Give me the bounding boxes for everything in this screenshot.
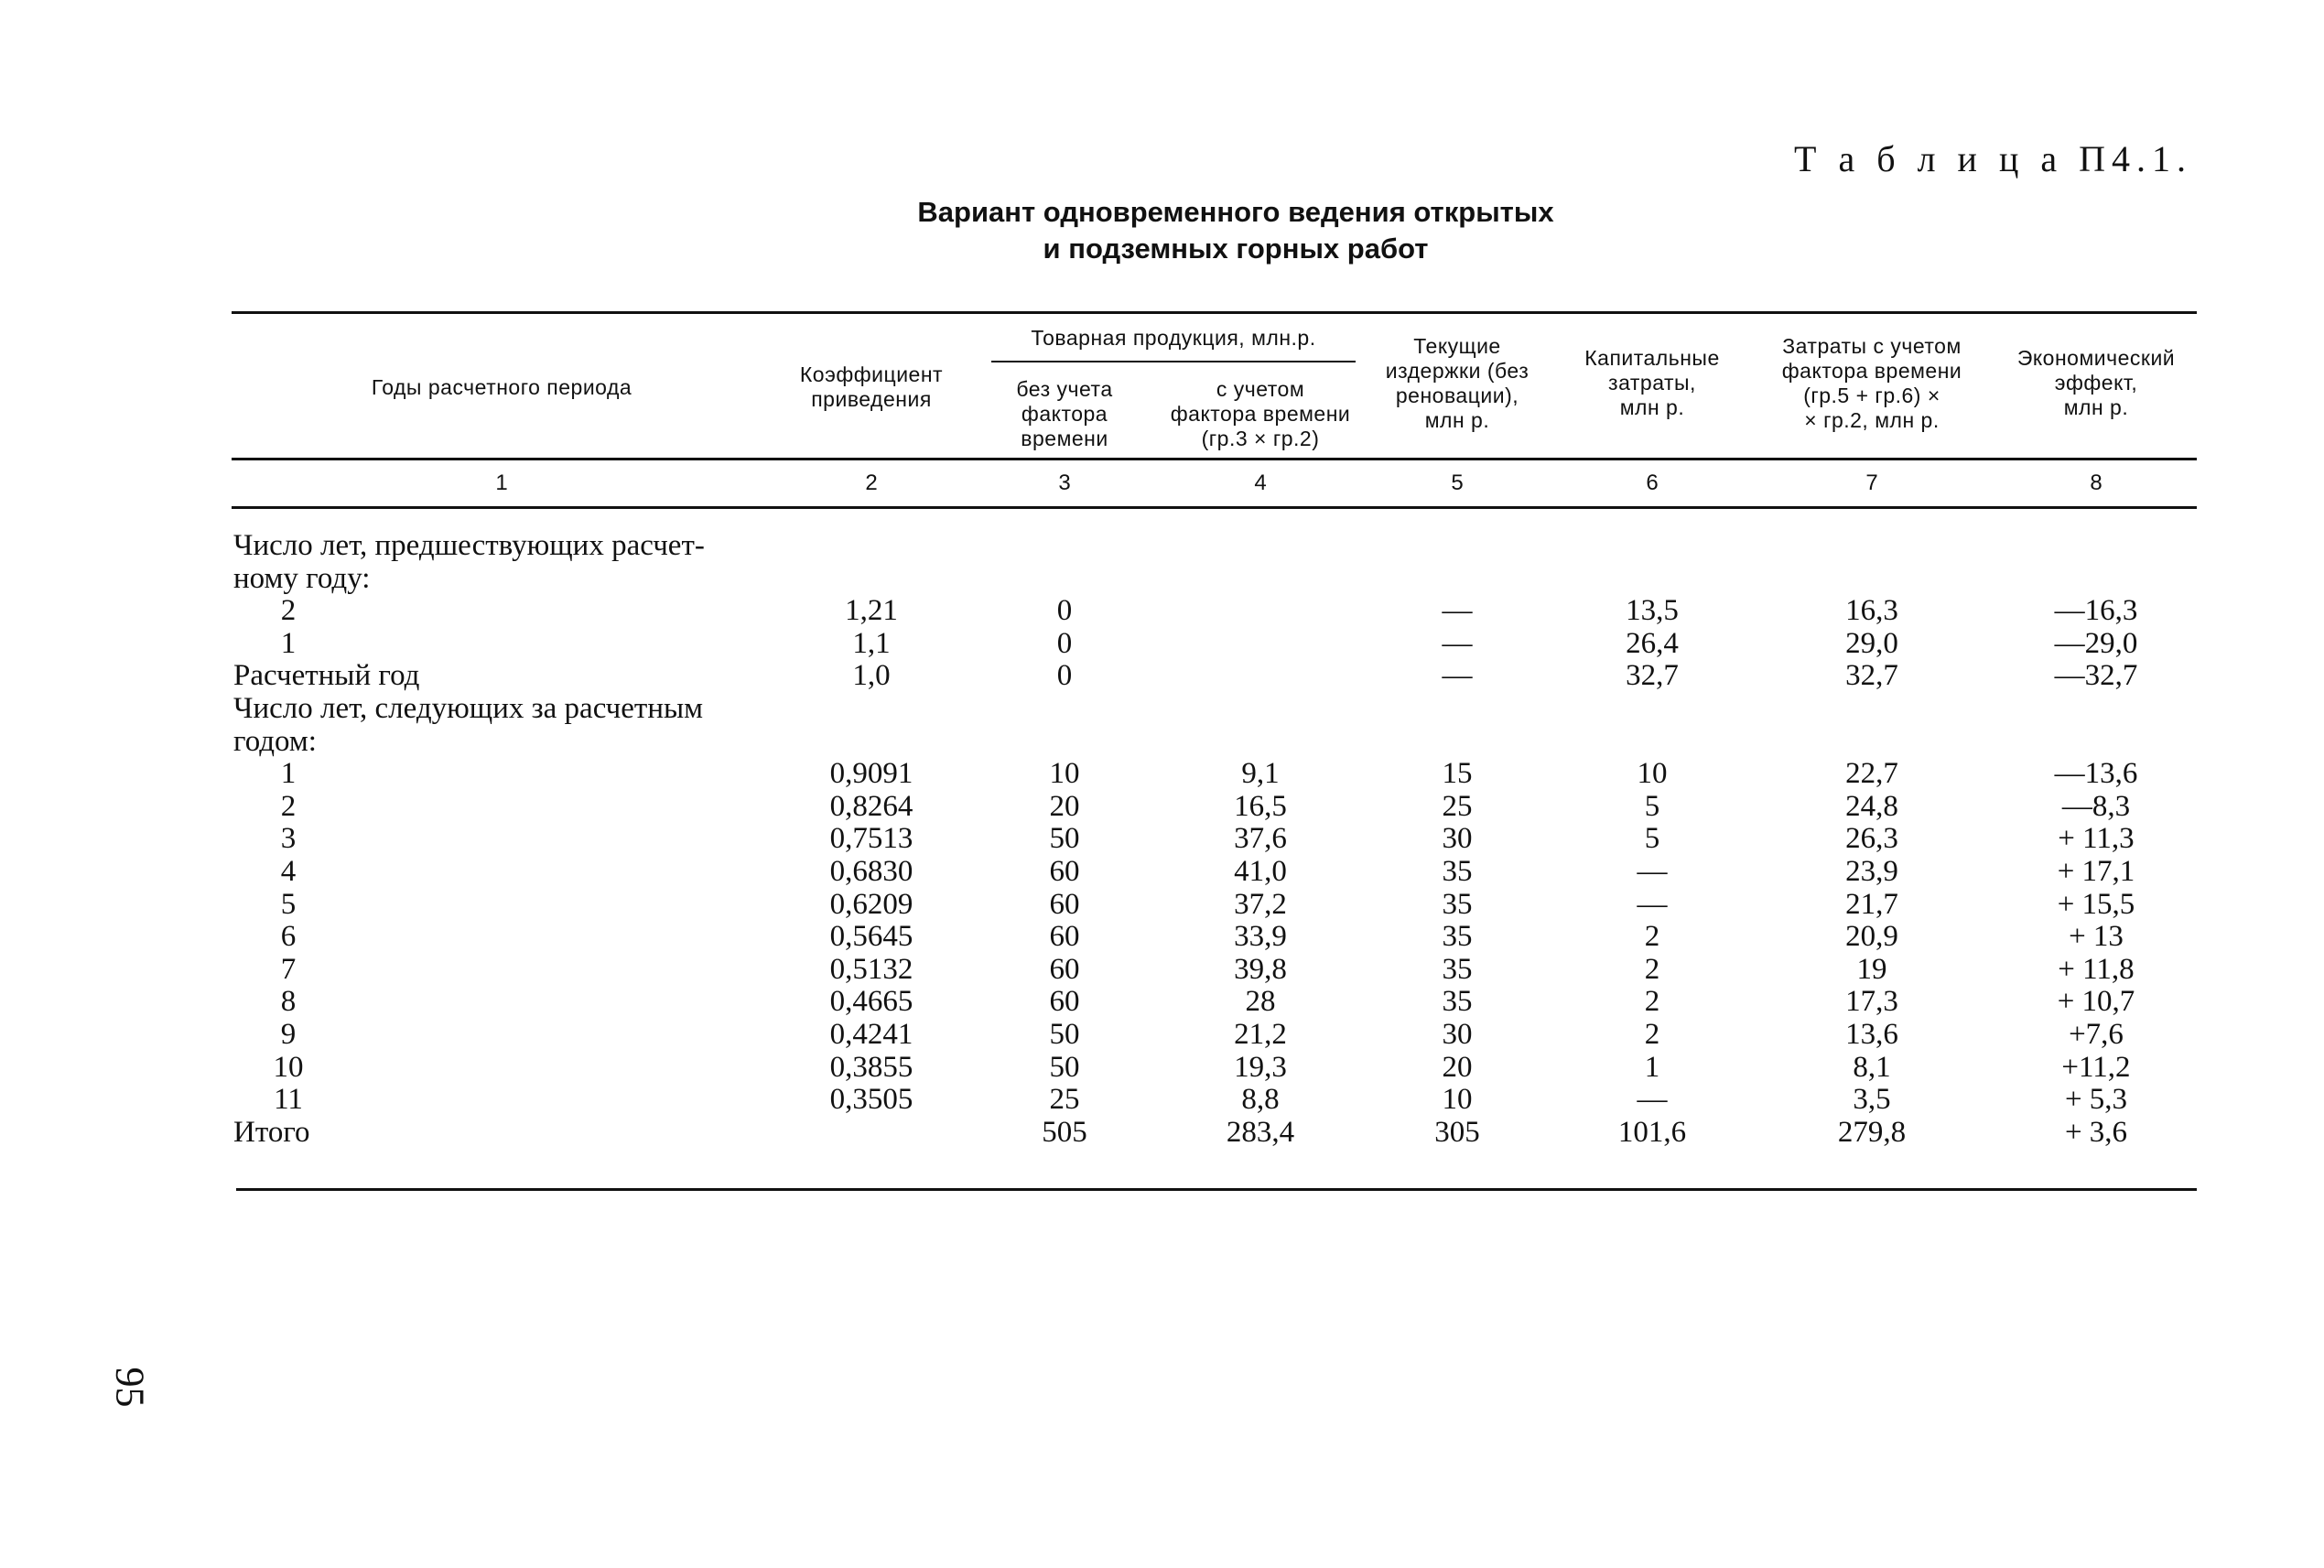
cell-col-8: —16,3 <box>2054 594 2138 628</box>
header-costs-line: Затраты с учетом <box>1782 334 1962 358</box>
cell-col-8: —8,3 <box>2061 789 2131 823</box>
cell-col-7: 22,7 <box>1845 757 1898 791</box>
title-line-2: и подземных горных работ <box>1043 232 1429 265</box>
year-index: 6 <box>280 920 297 954</box>
header-costs <box>1748 334 1995 433</box>
header-no-time <box>987 377 1142 451</box>
header-years-line: Годы расчетного периода <box>371 375 632 399</box>
column-number: 2 <box>865 470 878 495</box>
cell-col-3: 60 <box>1049 952 1080 986</box>
cell-col-3: 0 <box>1056 659 1073 693</box>
cell-col-2: 0,9091 <box>829 757 913 791</box>
cell-col-2: 0,5645 <box>829 920 913 954</box>
cell-col-4: 21,2 <box>1234 1018 1287 1051</box>
cell-col-4: 39,8 <box>1234 952 1287 986</box>
cell-col-2: 1,21 <box>845 594 898 628</box>
year-index: 8 <box>280 985 297 1019</box>
column-number: 7 <box>1865 470 1878 495</box>
header-years <box>245 375 758 400</box>
header-capital-line: затраты, <box>1608 371 1696 395</box>
header-product-group <box>990 326 1357 351</box>
cell-col-6: 5 <box>1644 822 1660 856</box>
header-with-time-line: с учетом <box>1216 377 1305 401</box>
cell-col-8: + 15,5 <box>2057 887 2135 921</box>
cell-col-4: 8,8 <box>1241 1083 1280 1117</box>
cell-col-6: 1 <box>1644 1050 1660 1084</box>
header-with-time-line: фактора времени <box>1170 402 1351 426</box>
cell-col-2: 0,8264 <box>829 789 913 823</box>
section-label-after-cont: годом: <box>233 724 317 758</box>
cell-col-7: 16,3 <box>1845 594 1898 628</box>
cell-col-5: — <box>1442 626 1473 660</box>
cell-col-5: — <box>1442 659 1473 693</box>
cell-col-8: +7,6 <box>2069 1018 2124 1051</box>
cell-col-8: + 11,3 <box>2058 822 2135 856</box>
cell-col-7: 13,6 <box>1845 1018 1898 1051</box>
cell-col-6: 2 <box>1644 1018 1660 1051</box>
cell-col-6: — <box>1637 855 1668 888</box>
column-number: 4 <box>1254 470 1267 495</box>
cell-col-3: 60 <box>1049 855 1080 888</box>
cell-col-8: + 17,1 <box>2057 855 2135 888</box>
cell-col-5: 10 <box>1442 1083 1473 1117</box>
header-costs-line: × гр.2, млн р. <box>1804 408 1940 432</box>
cell-col-4: 41,0 <box>1234 855 1287 888</box>
cell-col-6: 101,6 <box>1617 1115 1687 1149</box>
cell-col-4: 37,2 <box>1234 887 1287 921</box>
cell-col-6: 2 <box>1644 985 1660 1019</box>
cell-col-3: 50 <box>1049 1050 1080 1084</box>
cell-col-3: 505 <box>1042 1115 1087 1149</box>
cell-col-7: 3,5 <box>1853 1083 1891 1117</box>
cell-col-4: 37,6 <box>1234 822 1287 856</box>
cell-col-7: 19 <box>1856 952 1887 986</box>
cell-col-7: 8,1 <box>1853 1050 1891 1084</box>
year-index: 2 <box>280 594 297 628</box>
cell-col-7: 29,0 <box>1845 626 1898 660</box>
section-label-before-cont: ному году: <box>233 561 371 595</box>
product-group-rule <box>991 361 1356 362</box>
cell-col-6: — <box>1637 1083 1668 1117</box>
cell-col-7: 24,8 <box>1845 789 1898 823</box>
header-coef-line: приведения <box>811 387 932 411</box>
cell-col-2: 0,5132 <box>829 952 913 986</box>
cell-col-6: 10 <box>1637 757 1668 791</box>
cell-col-3: 60 <box>1049 985 1080 1019</box>
header-current-line: издержки (без <box>1385 359 1530 383</box>
colnum-bottom-rule <box>232 506 2197 509</box>
cell-col-3: 0 <box>1056 626 1073 660</box>
header-coef-line: Коэффициент <box>799 362 944 386</box>
column-number: 6 <box>1646 470 1659 495</box>
header-capital-line: млн р. <box>1619 395 1685 419</box>
cell-col-8: —32,7 <box>2054 659 2138 693</box>
cell-col-6: 2 <box>1644 920 1660 954</box>
cell-col-6: 26,4 <box>1626 626 1679 660</box>
cell-col-2: 0,3505 <box>829 1083 913 1117</box>
cell-col-5: 35 <box>1442 887 1473 921</box>
cell-col-4: 9,1 <box>1241 757 1280 791</box>
section-label-before: Число лет, предшествующих расчет- <box>233 529 705 562</box>
cell-col-5: 30 <box>1442 822 1473 856</box>
cell-col-2: 1,1 <box>852 626 891 660</box>
total-label: Итого <box>233 1115 310 1149</box>
cell-col-2: 0,6209 <box>829 887 913 921</box>
table-top-rule <box>232 311 2197 314</box>
cell-col-4: 16,5 <box>1234 789 1287 823</box>
header-with-time-line: (гр.3 × гр.2) <box>1201 427 1320 450</box>
cell-col-3: 10 <box>1049 757 1080 791</box>
cell-col-4: 19,3 <box>1234 1050 1287 1084</box>
year-index: 10 <box>273 1050 304 1084</box>
header-current-line: реновации), <box>1395 384 1519 407</box>
header-product-group-line: Товарная продукция, млн.р. <box>1031 326 1316 350</box>
cell-col-2: 0,6830 <box>829 855 913 888</box>
cell-col-5: 305 <box>1434 1115 1480 1149</box>
cell-col-3: 60 <box>1049 920 1080 954</box>
cell-col-8: +11,2 <box>2061 1050 2131 1084</box>
table-bottom-rule <box>236 1188 2197 1191</box>
header-effect-line: Экономический <box>2016 346 2176 370</box>
cell-col-4: 33,9 <box>1234 920 1287 954</box>
cell-col-8: + 10,7 <box>2057 985 2135 1019</box>
cell-col-2: 0,3855 <box>829 1050 913 1084</box>
cell-col-3: 50 <box>1049 1018 1080 1051</box>
cell-col-6: 13,5 <box>1626 594 1679 628</box>
cell-col-3: 20 <box>1049 789 1080 823</box>
cell-col-2: 0,4665 <box>829 985 913 1019</box>
header-costs-line: фактора времени <box>1781 359 1962 383</box>
header-bottom-rule <box>232 458 2197 460</box>
header-current <box>1361 334 1553 433</box>
header-coef <box>762 362 981 412</box>
cell-col-5: 30 <box>1442 1018 1473 1051</box>
cell-col-8: + 5,3 <box>2064 1083 2128 1117</box>
header-no-time-line: фактора <box>1021 402 1108 426</box>
cell-col-5: — <box>1442 594 1473 628</box>
cell-col-6: — <box>1637 887 1668 921</box>
cell-col-5: 25 <box>1442 789 1473 823</box>
cell-col-2: 1,0 <box>852 659 891 693</box>
cell-col-3: 60 <box>1049 887 1080 921</box>
header-capital-line: Капитальные <box>1584 346 1720 370</box>
cell-col-6: 32,7 <box>1626 659 1679 693</box>
cell-col-4: 28 <box>1245 985 1276 1019</box>
cell-col-6: 2 <box>1644 952 1660 986</box>
page-number: 95 <box>107 1367 153 1408</box>
header-no-time-line: без учета <box>1016 377 1113 401</box>
title-line-1: Вариант одновременного ведения открытых <box>917 196 1554 228</box>
year-index: 9 <box>280 1018 297 1051</box>
cell-col-8: + 13 <box>2069 920 2124 954</box>
header-with-time <box>1146 377 1375 451</box>
column-number: 8 <box>2090 470 2102 495</box>
year-index: 5 <box>280 887 297 921</box>
cell-col-3: 0 <box>1056 594 1073 628</box>
cell-col-8: —13,6 <box>2054 757 2138 791</box>
table-label: Т а б л и ц а П4.1. <box>1794 138 2192 179</box>
cell-col-4: 283,4 <box>1226 1115 1295 1149</box>
year-index: 7 <box>280 952 297 986</box>
cell-col-6: 5 <box>1644 789 1660 823</box>
year-index: 4 <box>280 855 297 888</box>
year-index: 2 <box>280 789 297 823</box>
cell-col-5: 35 <box>1442 952 1473 986</box>
column-number: 5 <box>1451 470 1464 495</box>
year-index: 1 <box>280 626 297 660</box>
cell-col-2: 0,4241 <box>829 1018 913 1051</box>
year-index: 11 <box>274 1083 303 1117</box>
cell-col-5: 35 <box>1442 920 1473 954</box>
header-current-line: млн р. <box>1424 408 1490 432</box>
cell-col-7: 21,7 <box>1845 887 1898 921</box>
year-index: 1 <box>280 757 297 791</box>
cell-col-8: + 3,6 <box>2064 1115 2128 1149</box>
cell-col-7: 26,3 <box>1845 822 1898 856</box>
cell-col-8: —29,0 <box>2054 626 2138 660</box>
header-current-line: Текущие <box>1413 334 1501 358</box>
column-number: 1 <box>495 470 508 495</box>
calc-year-label: Расчетный год <box>233 659 420 693</box>
cell-col-7: 23,9 <box>1845 855 1898 888</box>
cell-col-7: 20,9 <box>1845 920 1898 954</box>
cell-col-7: 32,7 <box>1845 659 1898 693</box>
header-effect-line: млн р. <box>2063 395 2129 419</box>
cell-col-5: 35 <box>1442 985 1473 1019</box>
header-effect-line: эффект, <box>2054 371 2138 395</box>
cell-col-8: + 11,8 <box>2058 952 2135 986</box>
cell-col-7: 279,8 <box>1837 1115 1907 1149</box>
cell-col-3: 25 <box>1049 1083 1080 1117</box>
cell-col-5: 20 <box>1442 1050 1473 1084</box>
cell-col-3: 50 <box>1049 822 1080 856</box>
cell-col-7: 17,3 <box>1845 985 1898 1019</box>
table-title <box>751 194 1721 267</box>
cell-col-2: 0,7513 <box>829 822 913 856</box>
cell-col-5: 15 <box>1442 757 1473 791</box>
section-label-after: Число лет, следующих за расчетным <box>233 692 704 725</box>
header-no-time-line: времени <box>1021 427 1108 450</box>
year-index: 3 <box>280 822 297 856</box>
cell-col-5: 35 <box>1442 855 1473 888</box>
header-effect <box>1991 346 2201 420</box>
column-number: 3 <box>1058 470 1071 495</box>
header-capital <box>1556 346 1748 420</box>
header-costs-line: (гр.5 + гр.6) × <box>1803 384 1940 407</box>
